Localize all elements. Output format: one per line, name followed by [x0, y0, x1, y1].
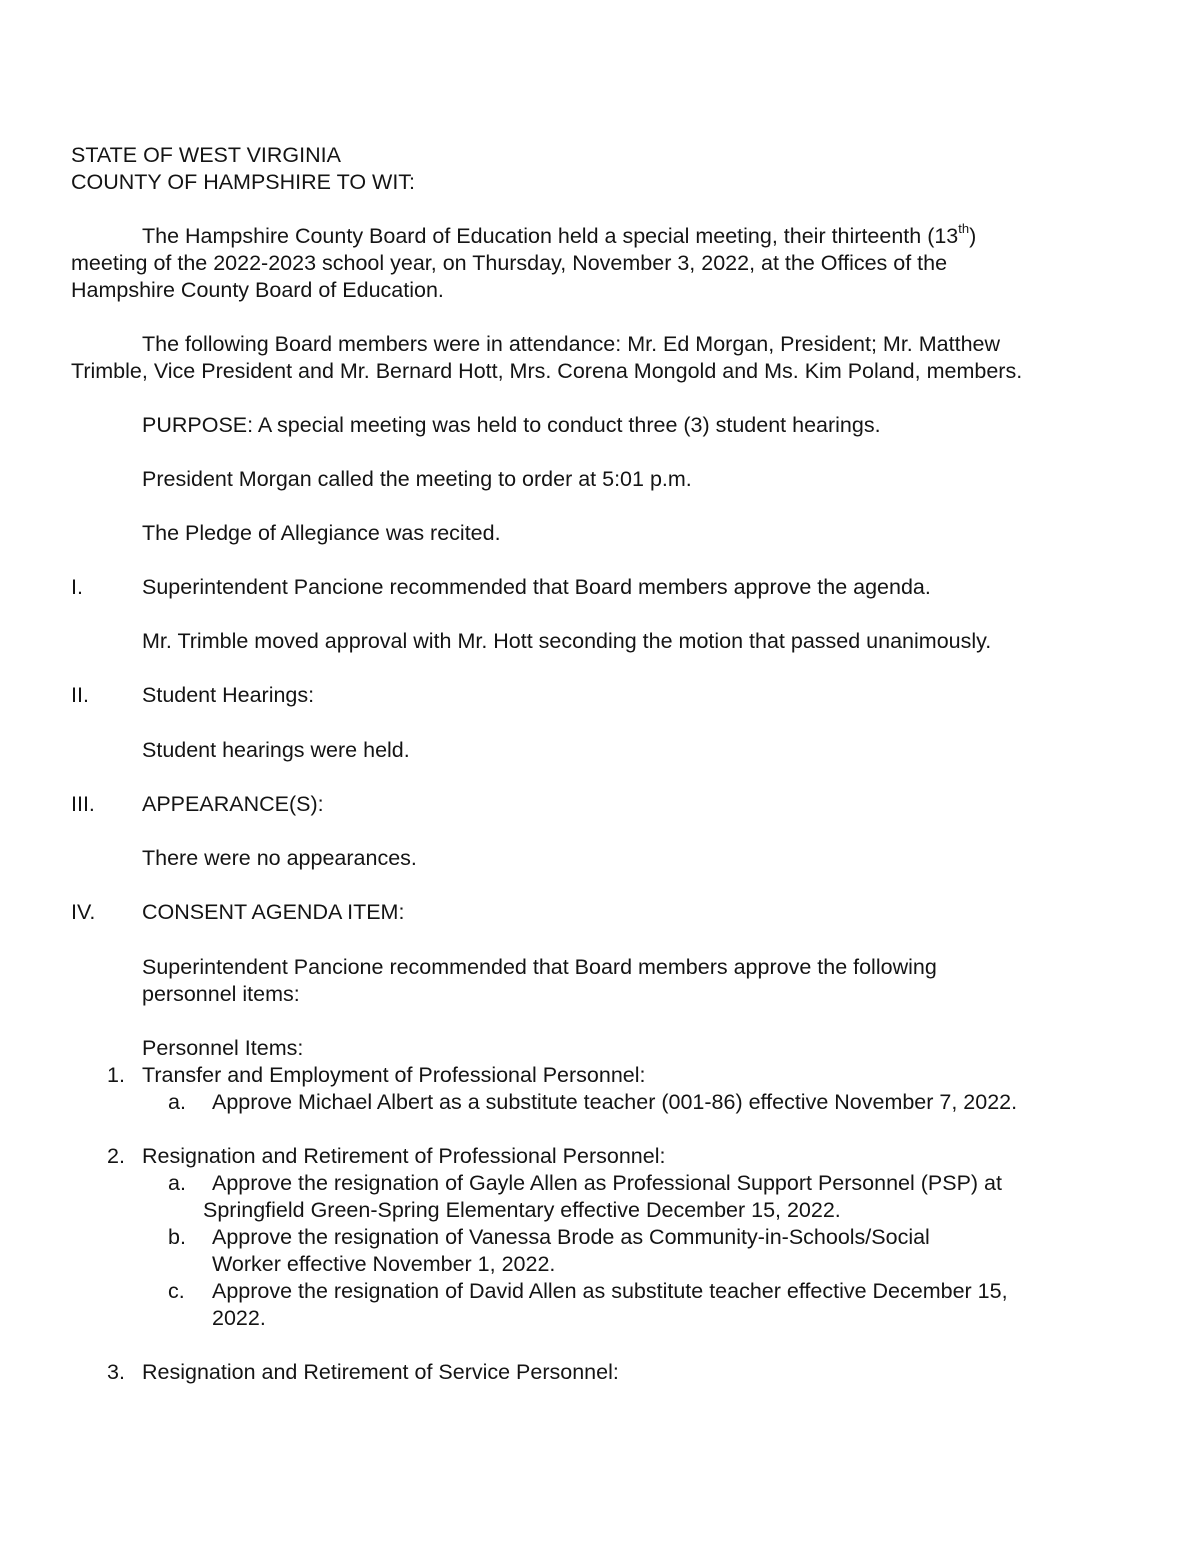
sub-item-line: Springfield Green-Spring Elementary effective December 15, 2022.	[203, 1198, 841, 1222]
section-i-body: Mr. Trimble moved approval with Mr. Hott seconding the motion that passed unanimously.	[142, 629, 992, 653]
section-ii-heading: Student Hearings:	[142, 683, 315, 707]
list-item-title: Resignation and Retirement of Service Personnel:	[142, 1360, 619, 1384]
sub-item-letter: a.	[168, 1090, 186, 1114]
list-item-title: Resignation and Retirement of Professional Personnel:	[142, 1144, 666, 1168]
list-item-number: 1.	[107, 1063, 125, 1087]
intro-line-2: meeting of the 2022-2023 school year, on Thursday, November 3, 2022, at the Offices of the	[71, 251, 948, 275]
sub-item-letter: b.	[168, 1225, 186, 1249]
section-ii-body: Student hearings were held.	[142, 738, 410, 762]
sub-item-line: Worker effective November 1, 2022.	[212, 1252, 556, 1276]
intro-line-1-close: )	[969, 224, 977, 248]
ordinal-superscript: th	[958, 220, 970, 236]
list-item-number: 2.	[107, 1144, 125, 1168]
section-iv-heading: CONSENT AGENDA ITEM:	[142, 900, 405, 924]
sub-item-line: Approve the resignation of Vanessa Brode as Community-in-Schools/Social	[212, 1225, 930, 1249]
attendance-line-1: The following Board members were in attendance: Mr. Ed Morgan, President; Mr. Matthew	[142, 332, 1001, 356]
section-numeral-iii: III.	[71, 792, 95, 816]
section-numeral-iv: IV.	[71, 900, 96, 924]
state-heading: STATE OF WEST VIRGINIA	[71, 143, 341, 167]
section-iii-heading: APPEARANCE(S):	[142, 792, 324, 816]
intro-line-3: Hampshire County Board of Education.	[71, 278, 444, 302]
intro-line-1-text: The Hampshire County Board of Education held a special meeting, their thirteenth (13	[142, 224, 959, 248]
purpose-text: PURPOSE: A special meeting was held to conduct three (3) student hearings.	[142, 413, 881, 437]
section-numeral-ii: II.	[71, 683, 89, 707]
sub-item-letter: c.	[168, 1279, 185, 1303]
section-numeral-i: I.	[71, 575, 83, 599]
section-i-heading: Superintendent Pancione recommended that Board members approve the agenda.	[142, 575, 931, 599]
list-item-title: Transfer and Employment of Professional Personnel:	[142, 1063, 646, 1087]
pledge-text: The Pledge of Allegiance was recited.	[142, 521, 501, 545]
sub-item-line: 2022.	[212, 1306, 266, 1330]
sub-item-line: Approve the resignation of David Allen as substitute teacher effective December 15,	[212, 1279, 1008, 1303]
call-to-order-text: President Morgan called the meeting to order at 5:01 p.m.	[142, 467, 692, 491]
intro-line-1	[142, 220, 977, 250]
list-item-number: 3.	[107, 1360, 125, 1384]
personnel-heading: Personnel Items:	[142, 1036, 304, 1060]
sub-item-line: Approve the resignation of Gayle Allen as Professional Support Personnel (PSP) at	[212, 1171, 1002, 1195]
county-heading: COUNTY OF HAMPSHIRE TO WIT:	[71, 170, 416, 194]
sub-item-letter: a.	[168, 1171, 186, 1195]
section-iii-body: There were no appearances.	[142, 846, 417, 870]
section-iv-body-line-2: personnel items:	[142, 982, 300, 1006]
section-iv-body-line-1: Superintendent Pancione recommended that Board members approve the following	[142, 955, 937, 979]
attendance-line-2: Trimble, Vice President and Mr. Bernard Hott, Mrs. Corena Mongold and Ms. Kim Poland, members.	[71, 359, 1023, 383]
sub-item-line: Approve Michael Albert as a substitute teacher (001-86) effective November 7, 2022.	[212, 1090, 1018, 1114]
